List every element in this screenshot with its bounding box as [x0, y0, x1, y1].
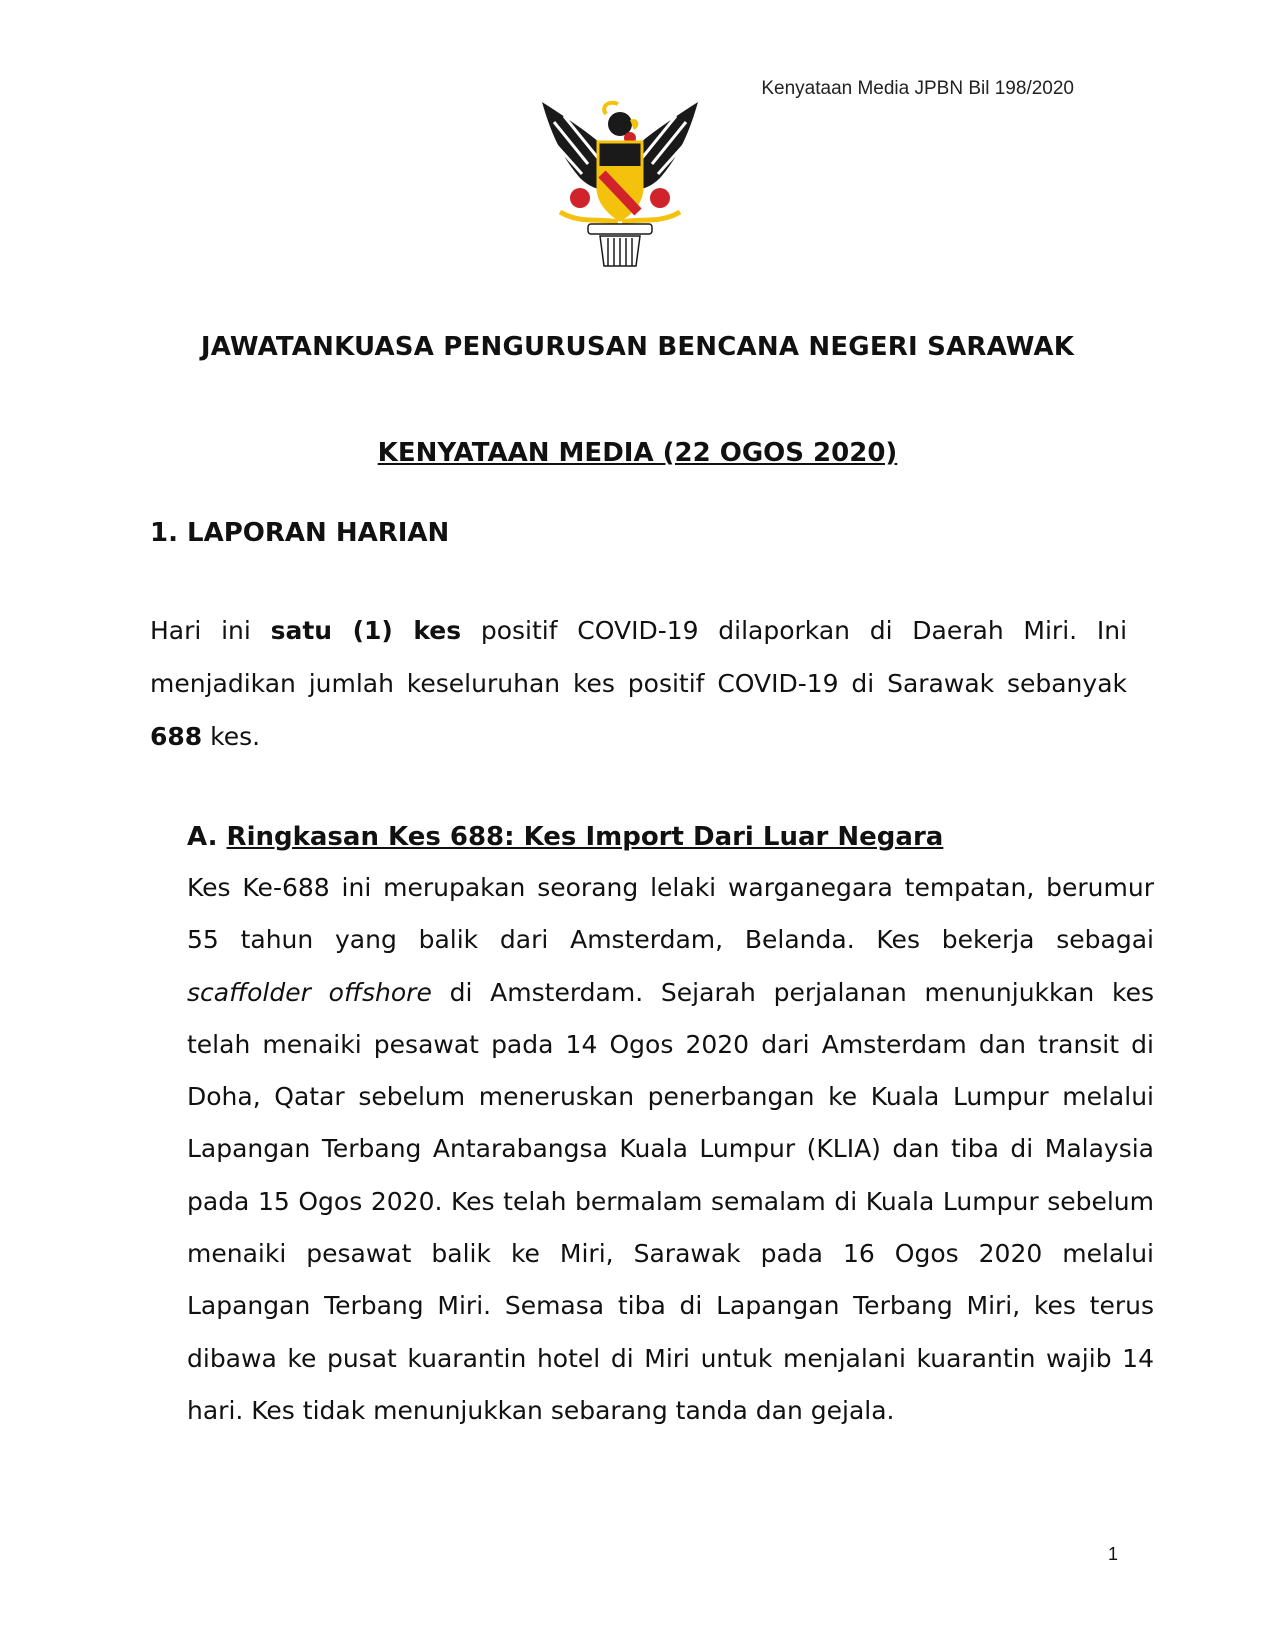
case-line: telah menaiki pesawat pada 14 Ogos 2020 dari Amsterdam dan transit di [187, 1029, 1154, 1059]
total-cases-bold: 688 [150, 722, 203, 751]
case-count-bold: satu (1) kes [270, 616, 462, 645]
section-heading: 1. LAPORAN HARIAN [150, 518, 450, 548]
page-number: 1 [1108, 1544, 1119, 1564]
italic-phrase: scaffolder offshore [187, 977, 432, 1007]
case-line: Lapangan Terbang Miri. Semasa tiba di Lapangan Terbang Miri, kes terus [187, 1291, 1154, 1321]
case-summary-title: Ringkasan Kes 688: Kes Import Dari Luar Negara [226, 822, 944, 852]
case-line: scaffolder offshore di Amsterdam. Sejarah perjalanan menunjukkan kes [187, 977, 1154, 1007]
case-line: Doha, Qatar sebelum meneruskan penerbangan ke Kuala Lumpur melalui [187, 1082, 1154, 1112]
case-line: 55 tahun yang balik dari Amsterdam, Belanda. Kes bekerja sebagai [187, 925, 1154, 955]
case-line: Lapangan Terbang Antarabangsa Kuala Lumpur (KLIA) dan tiba di Malaysia [187, 1134, 1154, 1164]
case-line: menaiki pesawat balik ke Miri, Sarawak pada 16 Ogos 2020 melalui [187, 1239, 1154, 1269]
intro-paragraph [150, 604, 1127, 763]
intro-line-2: menjadikan jumlah keseluruhan kes positif COVID-19 di Sarawak sebanyak [150, 669, 1127, 698]
case-summary-paragraph [187, 862, 1154, 1437]
case-line: Kes Ke-688 ini merupakan seorang lelaki warganegara tempatan, berumur [187, 873, 1154, 902]
document-reference: Kenyataan Media JPBN Bil 198/2020 [761, 78, 1074, 99]
sarawak-coat-of-arms-icon [540, 100, 700, 268]
case-line: hari. Kes tidak menunjukkan sebarang tanda dan gejala. [187, 1395, 895, 1425]
case-line: pada 15 Ogos 2020. Kes telah bermalam semalam di Kuala Lumpur sebelum [187, 1186, 1154, 1216]
organization-title: JAWATANKUASA PENGURUSAN BENCANA NEGERI SARAWAK [200, 332, 1075, 362]
intro-line-1: Hari ini satu (1) kes positif COVID-19 dilaporkan di Daerah Miri. Ini [150, 616, 1128, 645]
case-summary-heading [187, 822, 943, 852]
case-letter: A. [187, 822, 218, 852]
case-line: dibawa ke pusat kuarantin hotel di Miri untuk menjalani kuarantin wajib 14 [187, 1343, 1154, 1373]
intro-line-3: 688 kes. [150, 722, 261, 751]
media-statement-title: KENYATAAN MEDIA (22 OGOS 2020) [377, 438, 898, 468]
